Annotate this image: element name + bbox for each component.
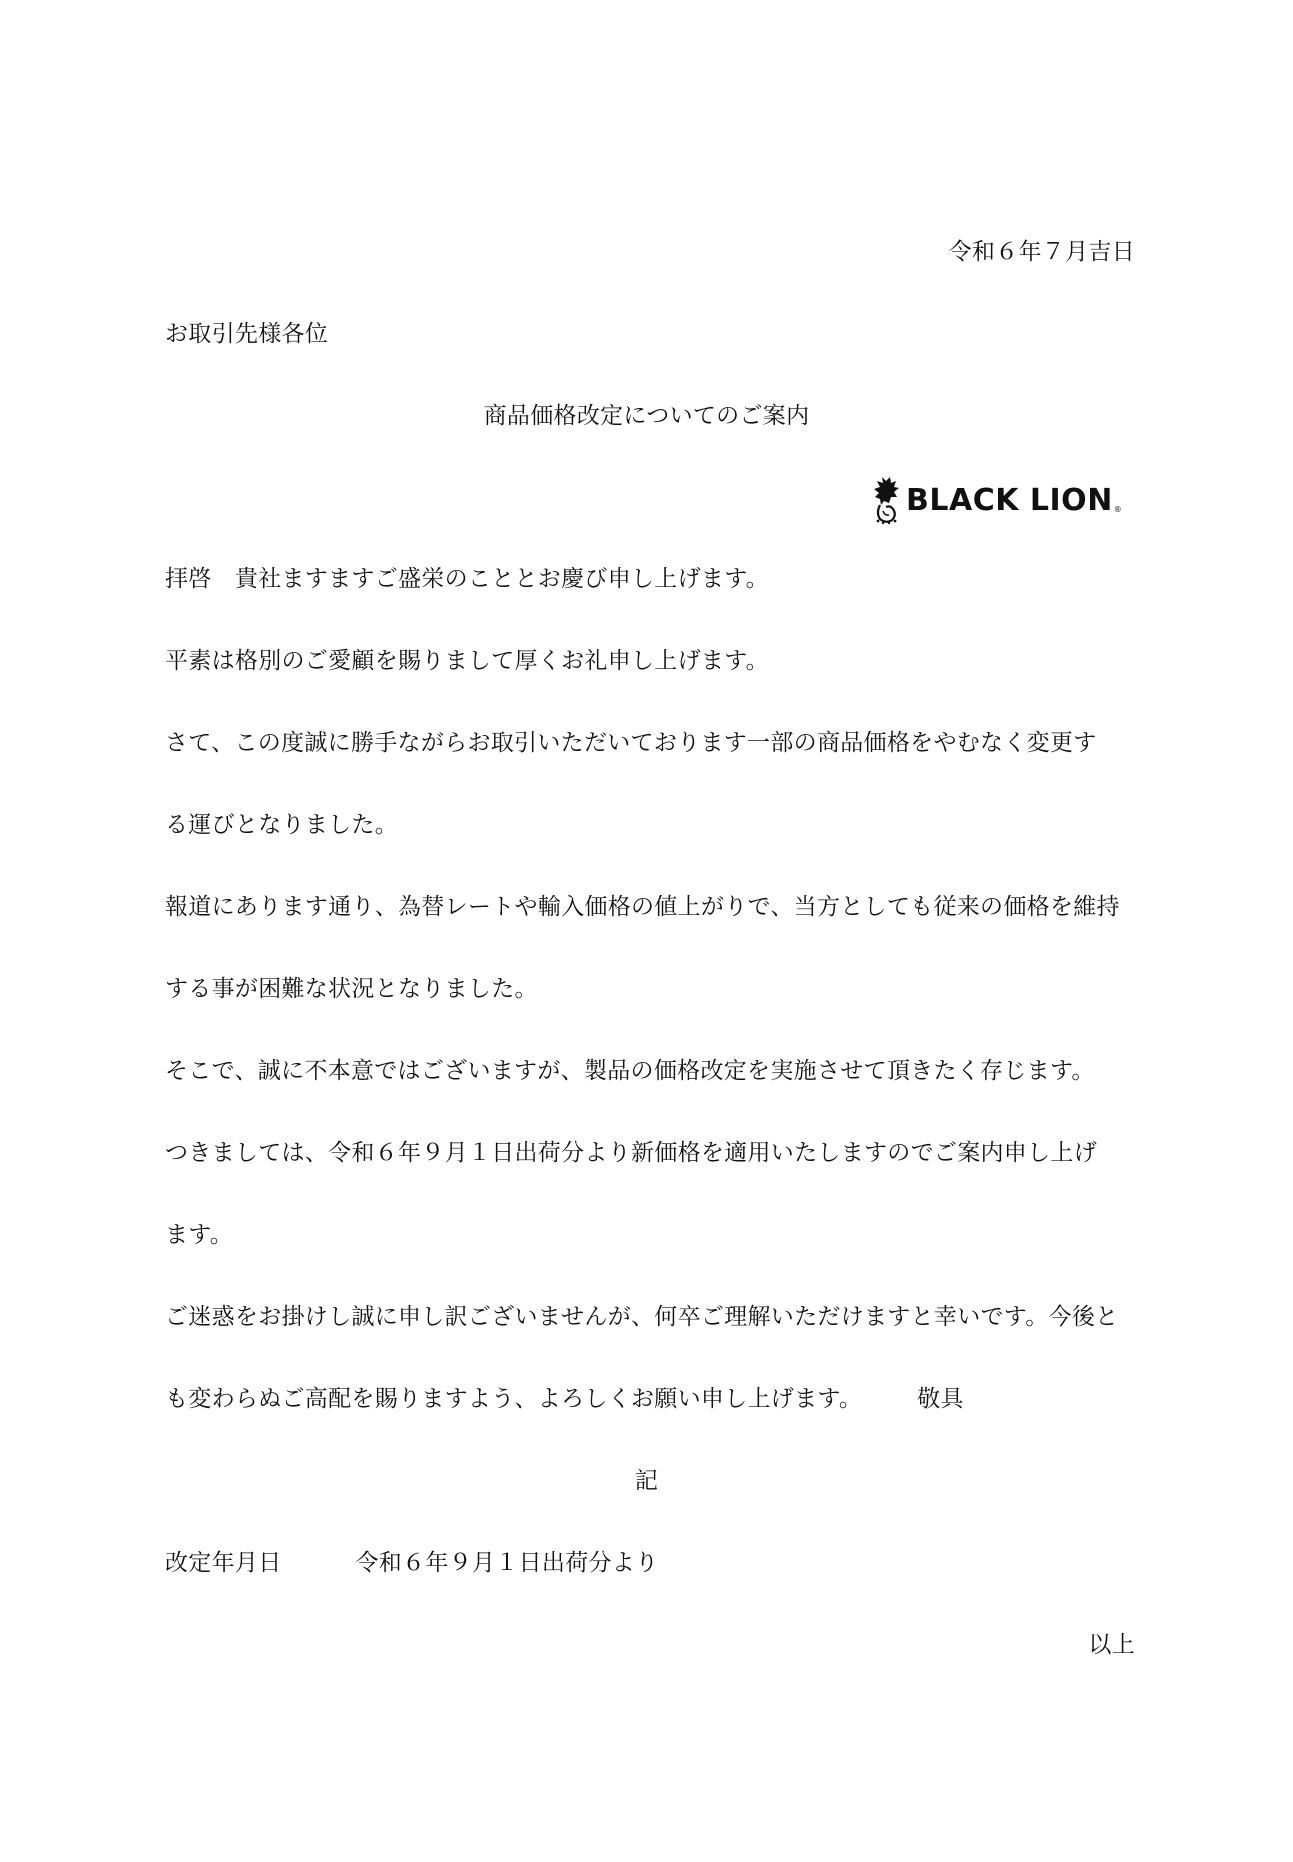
paragraph-line-6: する事が困難な状況となりました。 (165, 976, 538, 1002)
paragraph-line-11-text: も変わらぬご高配を賜りますよう、よろしくお願い申し上げます。 (165, 1386, 863, 1412)
registered-mark: ® (1113, 505, 1122, 514)
paragraph-line-4: る運びとなりました。 (165, 812, 398, 838)
paragraph-line-10: ご迷惑をお掛けし誠に申し訳ございませんが、何卒ご理解いただけますと幸いです。今後と (165, 1304, 1119, 1330)
detail-value: 令和６年９月１日出荷分より (355, 1550, 659, 1576)
logo-wordmark: BLACK LION (906, 482, 1113, 518)
ki-heading: 記 (634, 1468, 659, 1494)
lion-icon (872, 475, 902, 525)
paragraph-line-11 (165, 1383, 964, 1415)
letter-title: 商品価格改定についてのご案内 (483, 403, 810, 429)
paragraph-line-1: 拝啓 貴社ますますご盛栄のこととお慶び申し上げます。 (165, 566, 769, 592)
paragraph-line-2: 平素は格別のご愛顧を賜りまして厚くお礼申し上げます。 (165, 648, 769, 674)
recipient: お取引先様各位 (165, 321, 329, 347)
end-mark: 以上 (1088, 1632, 1135, 1658)
paragraph-line-3: さて、この度誠に勝手ながらお取引いただいております一部の商品価格をやむなく変更す (165, 730, 1097, 756)
paragraph-line-9: ます。 (165, 1222, 234, 1248)
letter-date: 令和６年７月吉日 (948, 239, 1135, 265)
paragraph-line-7: そこで、誠に不本意ではございますが、製品の価格改定を実施させて頂きたく存じます。 (165, 1058, 1095, 1084)
paragraph-line-8: つきましては、令和６年９月１日出荷分より新価格を適用いたしますのでご案内申し上げ (165, 1140, 1097, 1166)
detail-label: 改定年月日 (165, 1550, 282, 1576)
detail-row (165, 1547, 658, 1579)
black-lion-logo (872, 472, 1122, 528)
closing-keigu: 敬具 (917, 1386, 964, 1412)
paragraph-line-5: 報道にあります通り、為替レートや輸入価格の値上がりで、当方としても従来の価格を維持 (165, 894, 1120, 920)
